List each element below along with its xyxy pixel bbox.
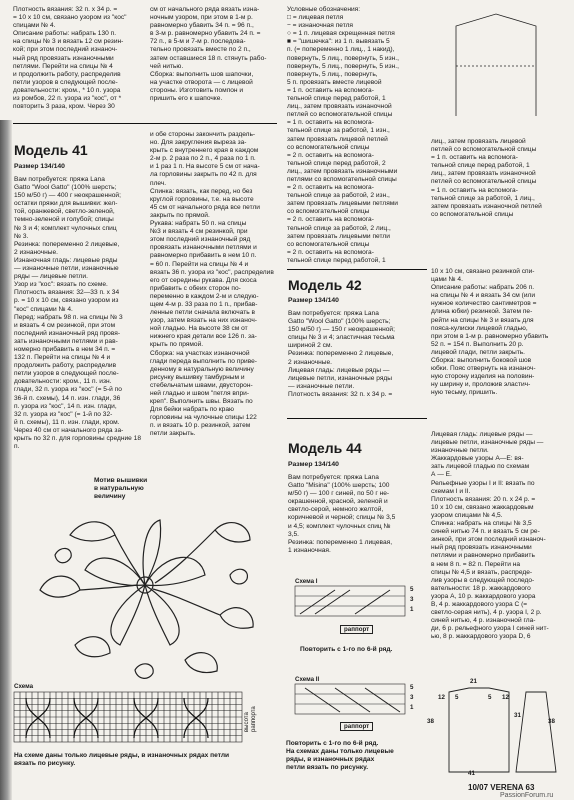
dimension-label: 31 <box>514 712 521 719</box>
stem <box>80 585 137 590</box>
flower-petal <box>111 585 145 645</box>
page-footer: 10/07 VERENA 63 <box>468 783 535 792</box>
symbol-legend: Условные обозначения: □ = лицевая петля − = изнаночная петля ○ = 1 п. лицевая скрещенная петля ■ = "шишечка": из 1 п. вывязать 5 п. (= попеременно 1 лиц., 1 накид), повернуть, 5 лиц., повернуть, 5 изн., повернуть, 5 лиц., повернуть, 5 изн., повернуть, 5 лиц., повернуть, 5 п. провязать вместе лицевой = 1 п. оставить на вспомога- тельной спице перед работой, 1 лиц., затем провязать изнаночной петлей со вспомогательной спицы = 1 п. оставить на вспомога- тельной спице за работой, 1 изн., затем провязать лицевой петлей со вспомогательной спицы = 2 п. оставить на вспомога- тельной спице перед работой, 2 лиц., затем провязать изнаночными петлями со вспомогательной спицы = 2 п. оставить на вспомога- тельной спице за работой, 2 изн., затем провязать лицевыми петлями со вспомогательной спицы = 2 п. оставить на вспомога- тельной спице за работой, 2 лиц., затем провязать лицевыми петли со вспомогательной спицы = 2 п. оставить на вспомога- тельной спице перед работой, 1 <box>287 6 399 264</box>
top-far-right-text: лиц., затем провязать лицевой петлей со вспомогательной спицы = 1 п. оставить на вспомога- тельной спице перед работой, 1 лиц., затем провязать изнаночной петлей со вспомогательной спицы = 1 п. оставить на вспомога- тельной спице за работой, 1 лиц., затем провязать изнаночной петлей со вспомогательной спицы <box>431 138 542 218</box>
dimension-label: 5 <box>488 694 492 701</box>
scheme-2-row: 5 <box>410 684 414 691</box>
top-left-text: Плотность вязания: 32 п. х 34 р. = = 10 х 10 см, связано узором из "кос" спицами № 4. Описание работы: набрать 130 п. на спицы № 3 и вязать 12 см резин- кой; при этом последний изнаноч- ный ряд провязать изнаночными петлями. Перейти на спицы № 4 и продолжить работу, распределив петли узоров в следующей после- довательности: кром., * 10 п. узора из ромбов, 22 п. узора из "кос", от * повторить 3 раза, кром. Через 30 <box>13 6 127 111</box>
embroidery-motif <box>15 495 265 685</box>
scheme-2-repeat: Повторить с 1-го по 6-й ряд. На схемах даны только лицевые ряды, в изнаночных рядах петли вязать по рисунку. <box>286 740 394 771</box>
scheme-2-rapport: раппорт <box>340 722 373 731</box>
dimension-label: 38 <box>548 718 555 725</box>
model-41-text-col1: Вам потребуется: пряжа Lana Gatto "Wool Gatto" (100% шерсть; 150 м/50 г) — 400 г неокрашенной; остатки пряжи для вышивки: жел- той, оранжевой, светло-зеленой, темно-зеленой и голубой; спицы № 3 и 4; комплект чулочных спиц № 3. Резинка: попеременно 2 лицевые, 2 изнаночные. Изнаночная гладь: лицевые ряды — изнаночные петли, изнаночные ряды — лицевые петли. Узор из "кос": вязать по схеме. Плотность вязания: 32—33 п. х 34 р. = 10 х 10 см, связано узором из "кос" спицами № 4. Перед: набрать 98 п. на спицы № 3 и вязать 4 см резинкой, при этом последний изнаночный ряд провя- зать изнаночными петлями и рав- номерно прибавить в нем 34 п. = 132 п. Перейти на спицы № 4 и продолжить работу, распределив петли узоров в следующей после- довательности: кром., 11 п. изн. глади, 32 п. узора из "кос" (= 5-й по 36-й п. схемы), 14 п. изн. глади, 36 п. узора из "кос", 14 п. изн. глади, 32 п. узора из "кос" (= 1-й по 32- й п. схемы), 11 п. изн. глади, кром. Через 40 см от начального ряда за- крыть по 32 п. для горловины средние 18 п. <box>14 176 141 451</box>
watermark: PassionForum.ru <box>500 792 554 799</box>
flower-small <box>135 664 153 678</box>
model-44-size: Размер 134/140 <box>288 461 339 468</box>
model-44-text-col1: Вам потребуется: пряжа Lana Gatto "Misina" (100% шерсть; 100 м/50 г) — 100 г синей, по 50 г не- окрашенной, красной, зеленой и светло-серой, немного желтой, коричневой и черной; спицы № 3,5 и 4,5; комплект чулочных спиц № 3,5. Резинка: попеременно 1 лицевая, 1 изнаночная. <box>288 474 396 554</box>
scheme-1-title: Схема I <box>295 578 318 585</box>
scheme-1-row: 3 <box>410 596 414 603</box>
scheme-1-chart <box>295 586 425 628</box>
leaf <box>70 522 115 541</box>
model-41-text-col2: и обе стороны закончить раздель- но. Для закругления выреза за- крыть с внутреннего края в каждом 2-м р. 2 раза по 2 п., 4 раза по 1 п. и 1 раз 1 п. На высоте 5 см от нача- ла горловины закрыть по 42 п. для плеч. Спинка: вязать, как перед, но без круглой горловины, т.е. на высоте 45 см от начального ряда все петли закрыть по прямой. Рукава: набрать 50 п. на спицы №3 и вязать 4 см резинкой, при этом последний изнаночный ряд провязать изнаночными петлями и равномерно прибавить в нем 10 п. = 60 п. Перейти на спицы № 4 и вязать 36 п. узора из "кос", распределив его от середины рукава. Для скоса прибавить с обеих сторон по- переменно в каждом 2-м и следую- щем 4-м р. 33 раза по 1 п., прибав- ленные петли сначала включать в узор, затем вязать на них изнаноч- ной гладью. На высоте 38 см от нижнего края детали все 126 п. за- крыть по прямой. Сборка: на участках изнаночной глади переда выполнить по приве- денному в натуральную величину рисунку вышивку тамбурным и стебельчатым швами, двусторон- ней гладью и швом "петля впри- креп". Выполнить швы. Вязать по Для бейки набрать по краю горловины на чулочные спицы 122 п. и вязать 10 р. резинкой, затем петли закрыть. <box>150 131 274 438</box>
sleeve-outline <box>516 692 556 772</box>
model-41-title: Модель 41 <box>14 142 88 158</box>
model-42-size: Размер 134/140 <box>288 297 339 304</box>
page-gutter-shadow <box>0 120 12 800</box>
dimension-label: 38 <box>427 718 434 725</box>
dimension-label: 12 <box>502 694 509 701</box>
scheme-note: На схеме даны только лицевые ряды, в изнаночных рядах петли вязать по рисунку. <box>14 752 230 767</box>
model-42-text-col2: 10 х 10 см, связано резинкой спи- цами № 4. Описание работы: набрать 206 п. на спицы № 4 и вязать 34 см (или нужное количество сантиметров = длина юбки) резинкой. Затем пе- рейти на спицы № 3 и вязать для пояса-кулиски лицевой гладью, при этом в 1-м р. равномерно убавить 52 п. = 154 п. Выполнить 20 р. лицевой глади, петли закрыть. Сборка: выполнить боковой шов юбки. Пояс отвернуть на изнаноч- ную сторону изделия на половин- ну ширину и, проложив эластич- ную тесьму, пришить. <box>431 268 549 397</box>
dimension-label: 5 <box>455 694 459 701</box>
scheme-title: Схема <box>14 683 34 690</box>
model-42-title: Модель 42 <box>288 277 362 293</box>
scheme-1-row: 1 <box>410 606 414 613</box>
scheme-2-row: 1 <box>410 704 414 711</box>
separator-line <box>13 123 277 124</box>
dimension-label: 21 <box>470 678 477 685</box>
model-44-text-col2: Лицевая гладь: лицевые ряды — лицевые петли, изнаночные ряды — изнаночные петли. Жаккардовые узоры А—Е: вя- зать лицевой гладью по схемам А — Е. Рельефные узоры I и II: вязать по схемам I и II. Плотность вязания: 20 п. х 24 р. = 10 х 10 см, связано жаккардовым узором спицами № 4,5. Спинка: набрать на спицы № 3,5 синей нитью 74 п. и вязать 5 см ре- зинкой, при этом последний изнаноч- ный ряд провязать изнаночными петлями и равномерно прибавить в нем 8 п. = 82 п. Перейти на спицы № 4,5 и вязать, распреде- лив узоры в следующей последо- вательности: 18 р. жаккардового узора А, 10 р. жаккардового узора В, 4 р. жаккардового узора С (= светло-серая нить), 4 р. узора I, 2 р. синей нитью, 4 р. изнаночной гла- ди, 6 р. рельефного узора I синей нит- ью, 8 р. жаккардового узора D, 6 <box>431 431 549 641</box>
model-42-text-col1: Вам потребуется: пряжа Lana Gatto "Wool Gatto" (100% шерсть; 150 м/50 г) — 150 г неокрашенной; спицы № 3 и 4; эластичная тесьма шириной 2 см. Резинка: попеременно 2 лицевые, 2 изнаночные. Лицевая гладь: лицевые ряды — лицевые петли, изнаночные ряды — изнаночные петли. Плотность вязания: 32 п. х 34 р. = <box>288 310 395 398</box>
dimension-label: 41 <box>468 770 475 777</box>
garment-pattern-diagram <box>431 682 567 782</box>
leaf <box>75 637 110 657</box>
embroidery-caption: Мотив вышивки в натуральную величину <box>94 477 148 500</box>
model-41-size: Размер 134/140 <box>14 163 65 170</box>
dimension-label: 12 <box>438 694 445 701</box>
leaf <box>40 576 80 597</box>
leaf <box>215 523 250 542</box>
flower-small <box>230 569 247 584</box>
flower-petal <box>145 557 205 585</box>
stem <box>115 535 145 585</box>
flower-small <box>55 548 71 562</box>
cable-cross-mark <box>184 698 208 738</box>
stem <box>155 530 215 583</box>
model-44-title: Модель 44 <box>288 440 362 456</box>
scheme-2-row: 3 <box>410 694 414 701</box>
scheme-2-chart <box>295 684 425 724</box>
leaf <box>185 653 217 673</box>
stem <box>153 589 220 615</box>
hat-diagram <box>436 6 568 136</box>
scheme-chart <box>14 692 242 748</box>
scheme-2-title: Схема II <box>295 676 320 683</box>
separator-line <box>287 269 427 270</box>
flower-petal <box>145 585 179 645</box>
scheme-1-rapport: раппорт <box>340 625 373 634</box>
separator-line <box>287 418 427 419</box>
scheme-1-row: 5 <box>410 586 414 593</box>
leaf <box>220 608 253 629</box>
rapport-height-label: высота раппорта <box>244 706 257 732</box>
scheme-1-repeat: Повторить с 1-го по 6-й ряд. <box>300 646 393 653</box>
top-middle-text: см от начального ряда вязать изна- ночным узором, при этом в 1-м р. равномерно убавить 34 п. = 96 п., в 3-м р. равномерно убавить 24 п. = 72 п., в 5-м и 7-м р. последова- тельно провязать вместе по 2 п., затем оставшиеся 18 п. стянуть рабо- чей нитью. Сборка: выполнить шов шапочки, на участке отворота — с лицевой стороны. Изготовить помпон и пришить его к шапочке. <box>150 6 267 103</box>
